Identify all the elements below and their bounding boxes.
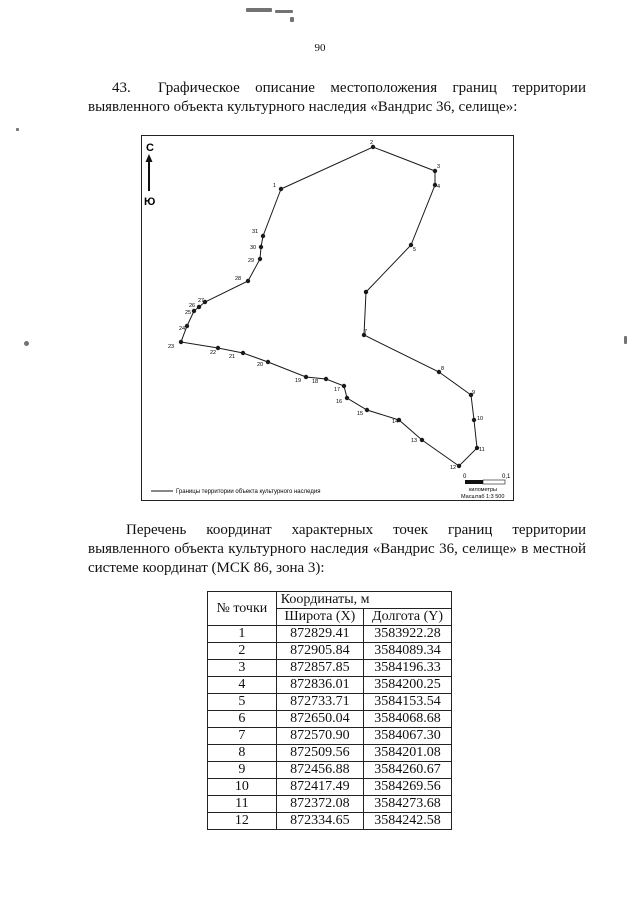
header-latitude-x: Широта (X) <box>276 609 363 626</box>
cell-latitude-x: 872650.04 <box>276 711 363 728</box>
boundary-point-10 <box>472 418 476 422</box>
boundary-point-22 <box>216 346 220 350</box>
boundary-point-24 <box>185 324 189 328</box>
boundary-point-label-20: 20 <box>257 362 264 368</box>
cell-point-number: 1 <box>208 626 277 643</box>
cell-longitude-y: 3584068.68 <box>364 711 452 728</box>
cell-latitude-x: 872829.41 <box>276 626 363 643</box>
cell-point-number: 8 <box>208 745 277 762</box>
boundary-polyline <box>181 147 477 466</box>
cell-point-number: 9 <box>208 762 277 779</box>
table-body <box>208 626 452 830</box>
coordinates-table <box>207 591 452 830</box>
boundary-point-21 <box>241 351 245 355</box>
table-row <box>208 779 452 796</box>
coordinates-intro-text: Перечень координат характерных точек границ территории выявленного объекта культурного наследия «Вандрис 36, селище» в местной системе координат (МСК 86, зона 3): <box>88 522 586 576</box>
boundary-points <box>168 140 485 471</box>
boundary-point-13 <box>420 438 424 442</box>
section-heading <box>88 79 586 117</box>
header-coordinates: Координаты, м <box>276 592 451 609</box>
cell-longitude-y: 3584089.34 <box>364 643 452 660</box>
legend-label: Границы территории объекта культурного наследия <box>176 489 321 495</box>
boundary-point-label-6: 6 <box>364 290 368 296</box>
boundary-point-label-19: 19 <box>295 378 302 384</box>
cell-point-number: 10 <box>208 779 277 796</box>
north-label: С <box>146 142 154 154</box>
north-arrow <box>144 142 155 208</box>
header-longitude-y: Долгота (Y) <box>364 609 452 626</box>
boundary-point-18 <box>324 377 328 381</box>
heading-number: 43. <box>112 80 131 96</box>
boundary-point-16 <box>345 396 349 400</box>
table-row <box>208 762 452 779</box>
scan-artifact <box>624 336 627 344</box>
boundary-point-label-12: 12 <box>450 465 457 471</box>
scale-ratio: Масштаб 1:3 500 <box>461 494 505 500</box>
boundary-point-label-10: 10 <box>477 416 484 422</box>
scale-bar-segment-light <box>483 480 505 484</box>
table-row <box>208 796 452 813</box>
boundary-point-label-7: 7 <box>364 329 368 335</box>
boundary-point-label-25: 25 <box>185 310 192 316</box>
scale-end: 0,1 <box>502 474 511 480</box>
boundary-point-label-16: 16 <box>336 399 343 405</box>
cell-point-number: 6 <box>208 711 277 728</box>
boundary-point-15 <box>365 408 369 412</box>
boundary-point-label-13: 13 <box>411 438 418 444</box>
boundary-point-12 <box>457 464 461 468</box>
boundary-point-label-31: 31 <box>252 229 259 235</box>
table-row <box>208 745 452 762</box>
cell-latitude-x: 872733.71 <box>276 694 363 711</box>
cell-longitude-y: 3584196.33 <box>364 660 452 677</box>
boundary-point-20 <box>266 360 270 364</box>
boundary-point-29 <box>258 257 262 261</box>
heading-text: Графическое описание местоположения границ территории выявленного объекта культурного наследия «Вандрис 36, селище»: <box>88 80 586 115</box>
boundary-point-28 <box>246 279 250 283</box>
cell-latitude-x: 872509.56 <box>276 745 363 762</box>
boundary-point-label-26: 26 <box>189 303 196 309</box>
boundary-point-30 <box>259 245 263 249</box>
cell-latitude-x: 872836.01 <box>276 677 363 694</box>
boundary-point-label-18: 18 <box>312 379 319 385</box>
cell-latitude-x: 872456.88 <box>276 762 363 779</box>
cell-point-number: 4 <box>208 677 277 694</box>
boundary-point-label-17: 17 <box>334 387 341 393</box>
boundary-map <box>141 135 514 501</box>
table-row <box>208 813 452 830</box>
boundary-point-label-28: 28 <box>235 276 242 282</box>
boundary-point-1 <box>279 187 283 191</box>
boundary-point-label-5: 5 <box>413 247 417 253</box>
table-header-row <box>208 592 452 609</box>
boundary-point-label-15: 15 <box>357 411 364 417</box>
boundary-point-label-2: 2 <box>370 140 374 146</box>
scan-artifact <box>275 10 293 13</box>
boundary-point-31 <box>261 234 265 238</box>
boundary-point-label-8: 8 <box>441 366 445 372</box>
boundary-point-label-30: 30 <box>250 245 257 251</box>
cell-longitude-y: 3584067.30 <box>364 728 452 745</box>
boundary-point-label-27: 27 <box>198 298 205 304</box>
cell-longitude-y: 3584153.54 <box>364 694 452 711</box>
cell-longitude-y: 3583922.28 <box>364 626 452 643</box>
cell-point-number: 3 <box>208 660 277 677</box>
table-row <box>208 643 452 660</box>
boundary-point-label-14: 14 <box>392 419 399 425</box>
boundary-point-label-21: 21 <box>229 354 236 360</box>
scan-artifact <box>16 128 19 131</box>
page-number: 90 <box>314 42 326 54</box>
boundary-point-23 <box>179 340 183 344</box>
boundary-point-25 <box>192 309 196 313</box>
table-row <box>208 711 452 728</box>
table-row <box>208 694 452 711</box>
boundary-point-label-4: 4 <box>437 184 441 190</box>
boundary-point-label-11: 11 <box>479 447 485 453</box>
header-point-number: № точки <box>208 592 277 626</box>
cell-point-number: 7 <box>208 728 277 745</box>
table-row <box>208 677 452 694</box>
boundary-point-19 <box>304 375 308 379</box>
cell-latitude-x: 872334.65 <box>276 813 363 830</box>
boundary-point-label-1: 1 <box>273 183 277 189</box>
boundary-point-label-3: 3 <box>437 164 441 170</box>
map-legend <box>151 489 320 495</box>
cell-longitude-y: 3584200.25 <box>364 677 452 694</box>
cell-longitude-y: 3584273.68 <box>364 796 452 813</box>
cell-latitude-x: 872857.85 <box>276 660 363 677</box>
cell-longitude-y: 3584260.67 <box>364 762 452 779</box>
boundary-point-label-23: 23 <box>168 344 175 350</box>
table-row <box>208 660 452 677</box>
cell-point-number: 5 <box>208 694 277 711</box>
scale-start: 0 <box>463 474 467 480</box>
boundary-point-17 <box>342 384 346 388</box>
boundary-point-label-22: 22 <box>210 350 217 356</box>
cell-point-number: 11 <box>208 796 277 813</box>
scan-artifact <box>290 17 294 22</box>
scale-bar-segment-dark <box>465 480 483 484</box>
scan-artifact <box>246 8 272 12</box>
table-row <box>208 626 452 643</box>
boundary-point-label-24: 24 <box>179 326 186 332</box>
scale-bar <box>461 474 511 500</box>
table-row <box>208 728 452 745</box>
cell-point-number: 12 <box>208 813 277 830</box>
boundary-point-label-9: 9 <box>472 390 476 396</box>
cell-latitude-x: 872905.84 <box>276 643 363 660</box>
boundary-point-label-29: 29 <box>248 258 255 264</box>
cell-longitude-y: 3584201.08 <box>364 745 452 762</box>
cell-point-number: 2 <box>208 643 277 660</box>
coordinates-intro <box>88 521 586 578</box>
scan-artifact <box>24 341 29 346</box>
cell-latitude-x: 872372.08 <box>276 796 363 813</box>
scale-unit: километры <box>469 487 497 493</box>
cell-longitude-y: 3584242.58 <box>364 813 452 830</box>
cell-longitude-y: 3584269.56 <box>364 779 452 796</box>
cell-latitude-x: 872570.90 <box>276 728 363 745</box>
boundary-point-26 <box>197 305 201 309</box>
cell-latitude-x: 872417.49 <box>276 779 363 796</box>
south-label: Ю <box>144 196 156 208</box>
north-arrow-head <box>146 154 153 162</box>
